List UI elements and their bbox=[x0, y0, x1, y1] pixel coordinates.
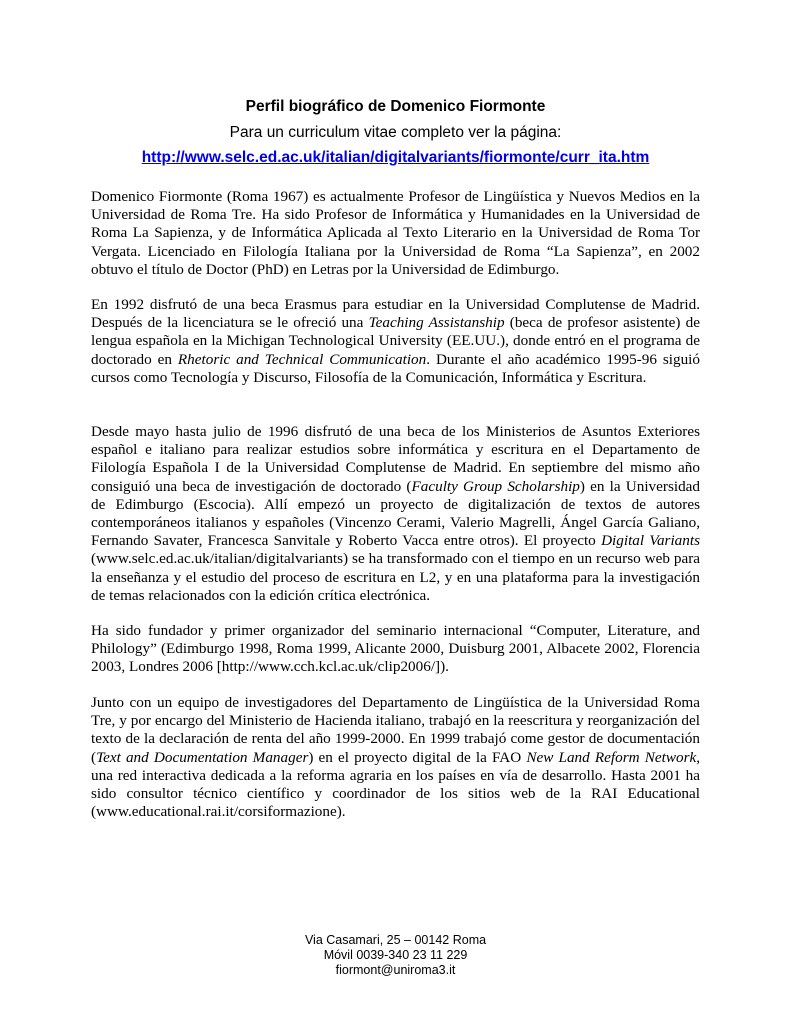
italic-run: Teaching Assistanship bbox=[368, 314, 505, 332]
text-run: . Durante el año académico 1995-96 siguió cursos como Tecnología y Discurso, Filosofía de la Comunicación, Informática y Escritura. bbox=[91, 350, 700, 386]
italic-run: Faculty Group Scholarship bbox=[411, 477, 580, 495]
text-run: Junto con un equipo de investigadores del Departamento de Lingüística de la Universidad Roma Tre, y por encargo del Ministerio de Hacienda italiano, trabajó en la reescritura y reorganización del texto de la declaración de renta del año 1999-2000. En 1999 trabajó come gestor de documentación ( bbox=[91, 694, 700, 766]
bio-paragraph-2 bbox=[91, 296, 700, 387]
bio-paragraph-4: Ha sido fundador y primer organizador del seminario internacional “Computer, Literature, and Philology” (Edimburgo 1998, Roma 1999, Alicante 2000, Duisburg 2001, Albacete 2002, Florencia 2003, Londres 2006 [http://www.cch.kcl.ac.uk/clip2006/]). bbox=[91, 622, 700, 676]
text-run: (www.selc.ed.ac.uk/italian/digitalvariants) se ha transformado con el tiempo en un recurso web para la enseñanza y el estudio del proceso de escritura en L2, y en una plataforma para la investigación de temas relacionados con la edición crítica electrónica. bbox=[91, 550, 700, 604]
text-run: , una red interactiva dedicada a la reforma agraria en los países en vía de desarrollo. Hasta 2001 ha sido consultor técnico científico y coordinador de los sitios web de la RAI Educational (www.educational.rai.it/corsiformazione). bbox=[91, 748, 701, 821]
italic-run: Rhetoric and Technical Communication bbox=[177, 350, 427, 368]
text-run: (beca de profesor asistente) de lengua española en la Michigan Technological University (EE.UU.), donde entró en el programa de doctorado en bbox=[91, 314, 700, 368]
text-run: ) en la Universidad de Edimburgo (Escocia). Allí empezó un proyecto de digitalización de textos de autores contemporáneos italianos y españoles (Vincenzo Cerami, Valerio Magrelli, Ángel García Galiano, Fernando Savater, Francesca Sanvitale y Roberto Vacca entre otros). El proyecto bbox=[91, 477, 701, 550]
italic-run: Digital Variants bbox=[601, 532, 701, 550]
text-run: Desde mayo hasta julio de 1996 disfrutó de una beca de los Ministerios de Asuntos Exteriores español e italiano para realizar estudios sobre informática y escritura en el Departamento de Filología Española I de la Universidad Complutense de Madrid. En septiembre del mismo año consiguió una beca de investigación de doctorado ( bbox=[91, 423, 700, 495]
page-title: Perfil biográfico de Domenico Fiormonte bbox=[245, 98, 546, 115]
bio-paragraph-5 bbox=[91, 694, 700, 821]
footer-email: fiormont@uniroma3.it bbox=[335, 963, 456, 977]
italic-run: New Land Reform Network bbox=[526, 748, 697, 766]
bio-paragraph-1: Domenico Fiormonte (Roma 1967) es actualmente Profesor de Lingüística y Nuevos Medios en la Universidad de Roma Tre. Ha sido Profesor de Informática y Humanidades en la Universidad de Roma La Sapienza, y de Informática Aplicada al Texto Literario en la Universidad de Roma Tor Vergata. Licenciado en Filología Italiana por la Universidad de Roma “La Sapienza”, en 2002 obtuvo el título de Doctor (PhD) en Letras por la Universidad de Edimburgo. bbox=[91, 188, 700, 278]
bio-paragraph-3 bbox=[91, 423, 700, 605]
text-run: En 1992 disfrutó de una beca Erasmus para estudiar en la Universidad Complutense de Madrid. Después de la licenciatura se le ofreció una bbox=[91, 296, 700, 332]
cv-link-line bbox=[0, 149, 791, 167]
cv-note: Para un curriculum vitae completo ver la página: bbox=[229, 124, 562, 141]
footer-address: Via Casamari, 25 – 00142 Roma bbox=[304, 933, 487, 947]
cv-link[interactable]: http://www.selc.ed.ac.uk/italian/digitalvariants/fiormonte/curr_ita.htm bbox=[141, 149, 650, 166]
text-run: ) en el proyecto digital de la FAO bbox=[308, 748, 527, 766]
footer-phone: Móvil 0039-340 23 11 229 bbox=[323, 948, 468, 962]
italic-run: Text and Documentation Manager bbox=[96, 748, 309, 766]
